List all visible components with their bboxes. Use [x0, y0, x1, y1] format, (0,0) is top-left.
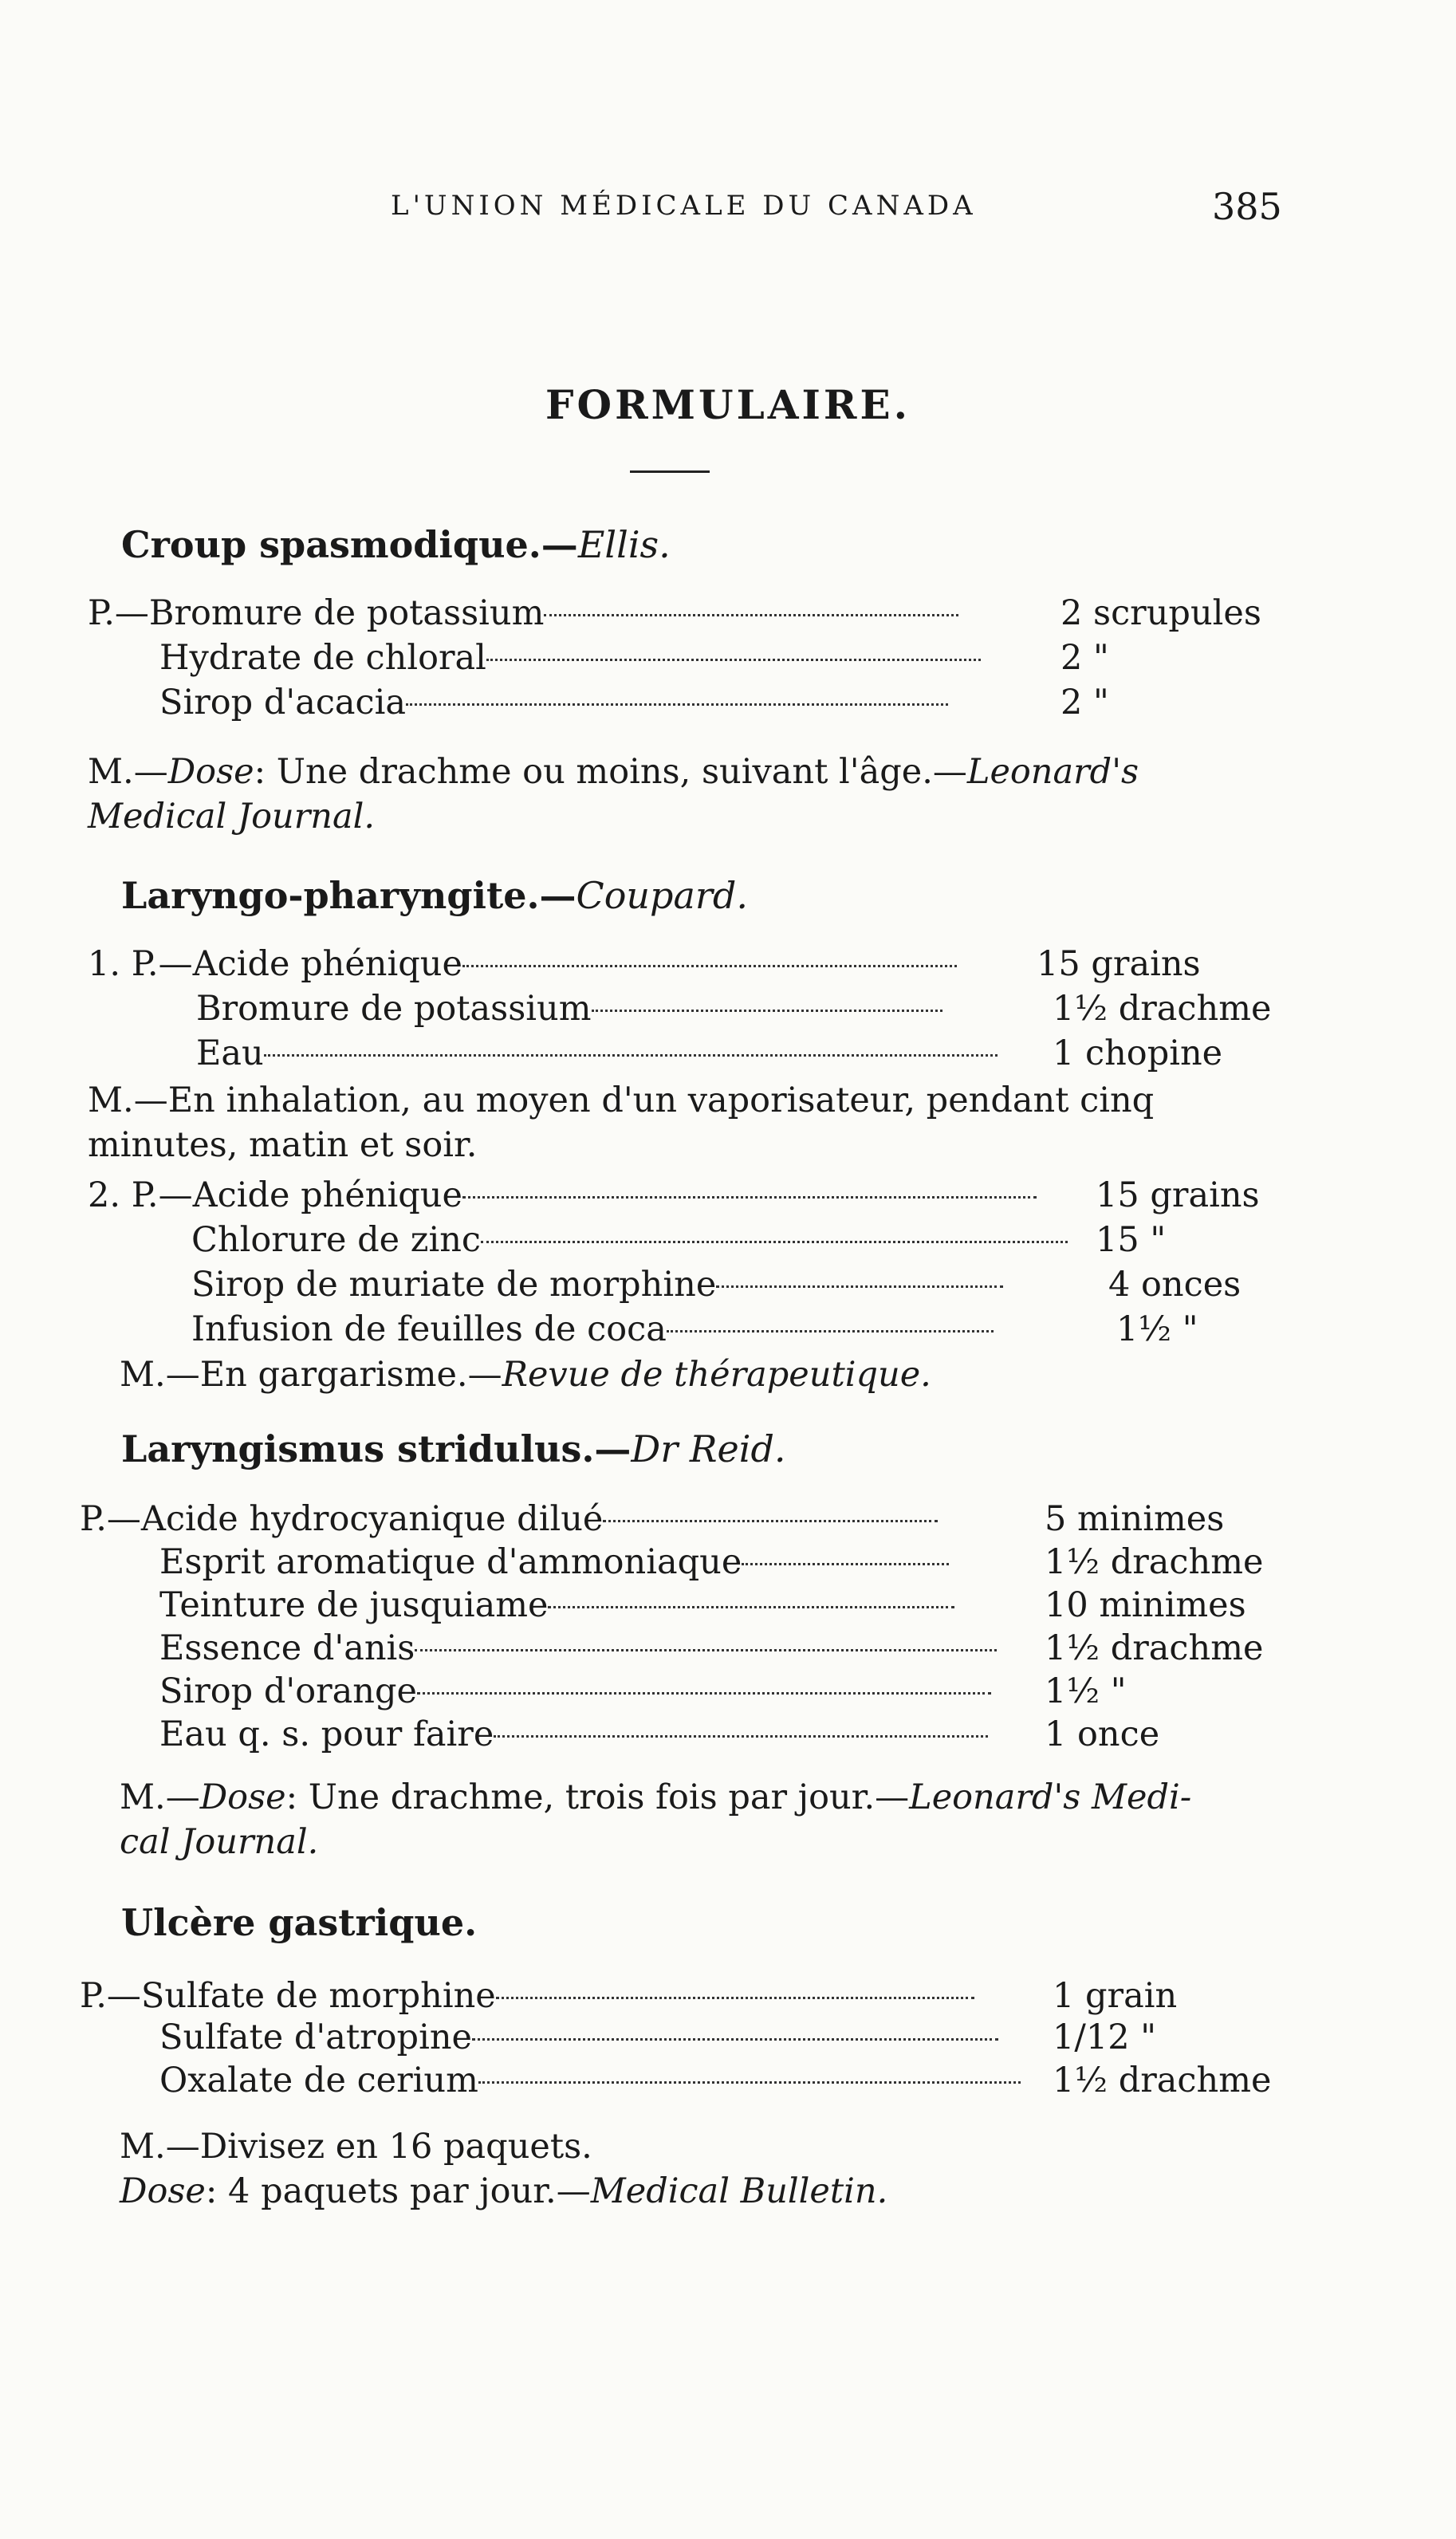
leader-dots: [415, 1649, 997, 1651]
ingredient-quantity: 1½ drachme: [1053, 989, 1272, 1029]
leader-dots: [592, 1010, 942, 1012]
leader-dots: [494, 1735, 988, 1738]
section-author: Ellis.: [577, 523, 671, 566]
ingredient-quantity: 4 onces: [1108, 1265, 1242, 1305]
ingredient-label: Chlorure de zinc: [191, 1220, 481, 1260]
section-title-croup: [121, 523, 671, 566]
formula-line: [191, 1265, 1068, 1309]
formula-line: [191, 1309, 1068, 1354]
section-title-text: Laryngismus stridulus.—: [121, 1427, 632, 1470]
gargle-note: [120, 1352, 1236, 1397]
note-source-continued: Medical Journal.: [88, 797, 376, 836]
ingredient-label: P.—Sulfate de morphine: [80, 1976, 496, 2016]
formula-line: [80, 1499, 1005, 1544]
note-prefix: M.—: [120, 1777, 200, 1817]
leader-dots: [742, 1563, 949, 1565]
formula-line: [159, 1714, 1005, 1759]
ingredient-label: Sirop d'acacia: [159, 683, 407, 722]
formula-line: [159, 1628, 1005, 1673]
note-prefix: M.—En gargarisme.—: [120, 1355, 502, 1395]
note-line: minutes, matin et soir.: [88, 1125, 478, 1165]
running-head: [0, 185, 1456, 233]
dosage-note: [88, 750, 1268, 839]
formula-line: [159, 638, 1029, 683]
formula-line: [80, 1976, 1021, 2021]
formula-line: [196, 989, 1021, 1033]
dose-label: Dose: [120, 2171, 206, 2211]
ingredient-label: Bromure de potassium: [196, 989, 592, 1029]
ingredient-label: Essence d'anis: [159, 1628, 415, 1668]
page-number: 385: [1212, 185, 1282, 228]
ingredient-quantity: 15 grains: [1096, 1175, 1260, 1215]
ingredient-quantity: 1 once: [1045, 1714, 1160, 1754]
ingredient-label: Oxalate de cerium: [159, 2061, 478, 2100]
page-heading: FORMULAIRE.: [545, 381, 911, 428]
ingredient-quantity: 2 ": [1061, 683, 1109, 722]
ingredient-quantity: 1½ drachme: [1045, 1542, 1264, 1582]
section-title-ulcere: [121, 1901, 477, 1944]
section-title-laryngismus: [121, 1427, 786, 1470]
ingredient-label: Sulfate d'atropine: [159, 2017, 472, 2057]
leader-dots: [486, 659, 981, 661]
note-text: : Une drachme, trois fois par jour.—: [285, 1777, 910, 1817]
inhalation-note: [88, 1078, 1300, 1167]
ingredient-quantity: 10 minimes: [1045, 1585, 1246, 1625]
leader-dots: [481, 1241, 1068, 1243]
ingredient-label: 1. P.—Acide phénique: [88, 944, 462, 984]
note-source: Leonard's Medi-: [909, 1777, 1192, 1817]
ingredient-label: Sirop de muriate de morphine: [191, 1265, 717, 1305]
leader-dots: [544, 614, 958, 616]
ingredient-quantity: 1½ drachme: [1053, 2061, 1272, 2100]
ingredient-quantity: 2 scrupules: [1061, 593, 1261, 633]
formula-line: [191, 1220, 1068, 1265]
ingredient-label: Eau: [196, 1033, 264, 1073]
formula-line: [159, 1585, 1005, 1630]
note-text: : 4 paquets par jour.—: [205, 2171, 591, 2211]
ingredient-quantity: 15 ": [1096, 1220, 1167, 1260]
section-title-text: Ulcère gastrique.: [121, 1901, 478, 1944]
formula-line: [159, 2061, 1021, 2105]
formula-line: [159, 683, 1029, 727]
leader-dots: [716, 1285, 1003, 1288]
leader-dots: [406, 703, 948, 706]
formula-line: [159, 2017, 1021, 2062]
ingredient-label: P.—Acide hydrocyanique dilué: [80, 1499, 604, 1539]
note-text: : Une drachme ou moins, suivant l'âge.—: [254, 752, 967, 792]
formula-line: [88, 1175, 1061, 1220]
leader-dots: [667, 1330, 994, 1332]
note-source: Medical Bulletin.: [590, 2171, 888, 2211]
ingredient-label: 2. P.—Acide phénique: [88, 1175, 462, 1215]
formula-line: [88, 944, 1021, 989]
formula-line: [196, 1033, 1021, 1078]
note-line: M.—Divisez en 16 paquets.: [120, 2127, 592, 2167]
ingredient-quantity: 1/12 ": [1053, 2017, 1157, 2057]
ingredient-label: Sirop d'orange: [159, 1671, 417, 1711]
ingredient-quantity: 1 grain: [1053, 1976, 1178, 2016]
ingredient-quantity: 15 grains: [1037, 944, 1201, 984]
dose-label: Dose: [199, 1777, 286, 1817]
leader-dots: [496, 1997, 974, 1999]
ingredient-label: Esprit aromatique d'ammoniaque: [159, 1542, 742, 1582]
formula-line: [88, 593, 1029, 638]
heading-rule: [630, 470, 710, 473]
ingredient-quantity: 1½ ": [1045, 1671, 1127, 1711]
leader-dots: [462, 965, 957, 967]
ingredient-quantity: 2 ": [1061, 638, 1109, 678]
ingredient-quantity: 1½ drachme: [1045, 1628, 1264, 1668]
leader-dots: [603, 1520, 938, 1522]
ingredient-label: Infusion de feuilles de coca: [191, 1309, 667, 1349]
note-source-continued: cal Journal.: [120, 1822, 319, 1862]
ingredient-label: Eau q. s. pour faire: [159, 1714, 494, 1754]
dosage-note: [120, 2124, 1236, 2214]
ingredient-label: Hydrate de chloral: [159, 638, 486, 678]
formula-line: [159, 1542, 1005, 1587]
leader-dots: [548, 1606, 954, 1608]
leader-dots: [264, 1054, 998, 1057]
ingredient-quantity: 1½ ": [1116, 1309, 1198, 1349]
ingredient-quantity: 1 chopine: [1053, 1033, 1223, 1073]
note-source: Leonard's: [966, 752, 1139, 792]
leader-dots: [478, 2081, 1021, 2084]
ingredient-quantity: 5 minimes: [1045, 1499, 1225, 1539]
leader-dots: [472, 2038, 998, 2041]
section-title-text: Laryngo-pharyngite.—: [121, 874, 576, 917]
section-title-laryngo-pharyngite: [121, 874, 748, 917]
section-title-text: Croup spasmodique.—: [121, 523, 578, 566]
note-source: Revue de thérapeutique.: [502, 1355, 931, 1395]
note-prefix: M.—: [88, 752, 168, 792]
section-author: Coupard.: [576, 874, 748, 917]
note-line: M.—En inhalation, au moyen d'un vaporisateur, pendant cinq: [88, 1081, 1155, 1120]
ingredient-label: P.—Bromure de potassium: [88, 593, 545, 633]
formula-line: [159, 1671, 1005, 1716]
dosage-note: [120, 1775, 1276, 1864]
ingredient-label: Teinture de jusquiame: [159, 1585, 549, 1625]
leader-dots: [417, 1692, 991, 1695]
section-author: Dr Reid.: [631, 1427, 786, 1470]
leader-dots: [462, 1196, 1037, 1199]
running-title: L'UNION MÉDICALE DU CANADA: [391, 190, 977, 222]
dose-label: Dose: [167, 752, 254, 792]
